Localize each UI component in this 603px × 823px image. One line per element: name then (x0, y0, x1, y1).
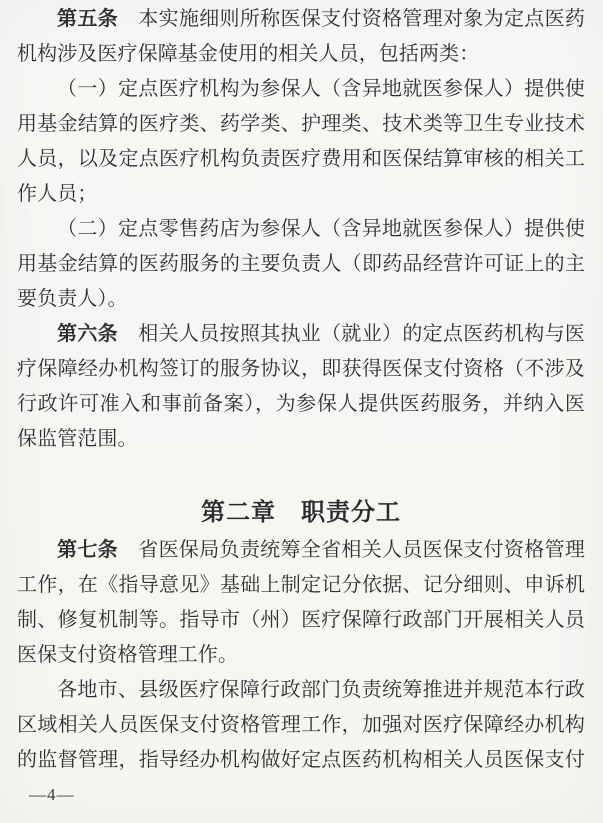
article-number-label: 第七条 (57, 539, 118, 561)
text-line (17, 72, 585, 107)
line-text: 工作，在《指导意见》基础上制定记分依据、记分细则、申诉机 (17, 574, 585, 596)
line-text: 机构涉及医疗保障基金使用的相关人员，包括两类： (17, 43, 480, 65)
line-text: 作人员； (17, 183, 98, 205)
text-line (17, 212, 585, 247)
text-line (17, 743, 585, 778)
line-text: 各地市、县级医疗保障行政部门负责统筹推进并规范本行政 (57, 679, 585, 701)
text-line (17, 37, 585, 72)
chapter-heading: 第二章 职责分工 (201, 500, 401, 526)
line-text: （一）定点医疗机构为参保人（含异地就医参保人）提供使 (57, 78, 585, 100)
text-line (17, 142, 585, 177)
line-text: 本实施细则所称医保支付资格管理对象为定点医药 (117, 8, 585, 30)
line-text: 保监管范围。 (17, 428, 138, 450)
line-text: 省医保局负责统筹全省相关人员医保支付资格管理 (117, 539, 585, 561)
article-number-label: 第六条 (57, 323, 118, 345)
text-line (17, 708, 585, 743)
document-text (17, 2, 585, 778)
text-line (17, 422, 585, 457)
line-text: 用基金结算的医疗类、药学类、护理类、技术类等卫生专业技术 (17, 113, 585, 135)
line-text: 相关人员按照其执业（就业）的定点医药机构与医 (117, 323, 585, 345)
text-line (17, 387, 585, 422)
line-text: 要负责人）。 (17, 288, 128, 310)
text-line (17, 533, 585, 568)
line-text: 行政许可准入和事前备案），为参保人提供医药服务，并纳入医 (17, 393, 585, 415)
text-line (17, 568, 585, 603)
line-text: （二）定点零售药店为参保人（含异地就医参保人）提供使 (57, 218, 585, 240)
text-line (17, 107, 585, 142)
text-line (17, 177, 585, 212)
text-line (17, 603, 585, 638)
page-number: —4— (29, 785, 75, 804)
text-line (17, 282, 585, 317)
line-text: 人员，以及定点医疗机构负责医疗费用和医保结算审核的相关工 (17, 148, 585, 170)
line-text: 用基金结算的医药服务的主要负责人（即药品经营许可证上的主 (17, 253, 585, 275)
text-line (17, 317, 585, 352)
text-line (17, 2, 585, 37)
line-text: 制、修复机制等。指导市（州）医疗保障行政部门开展相关人员 (17, 609, 585, 631)
text-line (17, 638, 585, 673)
line-text: 的监督管理，指导经办机构做好定点医药机构相关人员医保支付 (17, 749, 585, 771)
line-text: 区域相关人员医保支付资格管理工作，加强对医疗保障经办机构 (17, 714, 585, 736)
line-text: 疗保障经办机构签订的服务协议，即获得医保支付资格（不涉及 (17, 358, 585, 380)
text-line (17, 673, 585, 708)
text-line (17, 247, 585, 282)
line-text: 医保支付资格管理工作。 (17, 644, 239, 666)
article-number-label: 第五条 (57, 8, 118, 30)
text-line (17, 352, 585, 387)
